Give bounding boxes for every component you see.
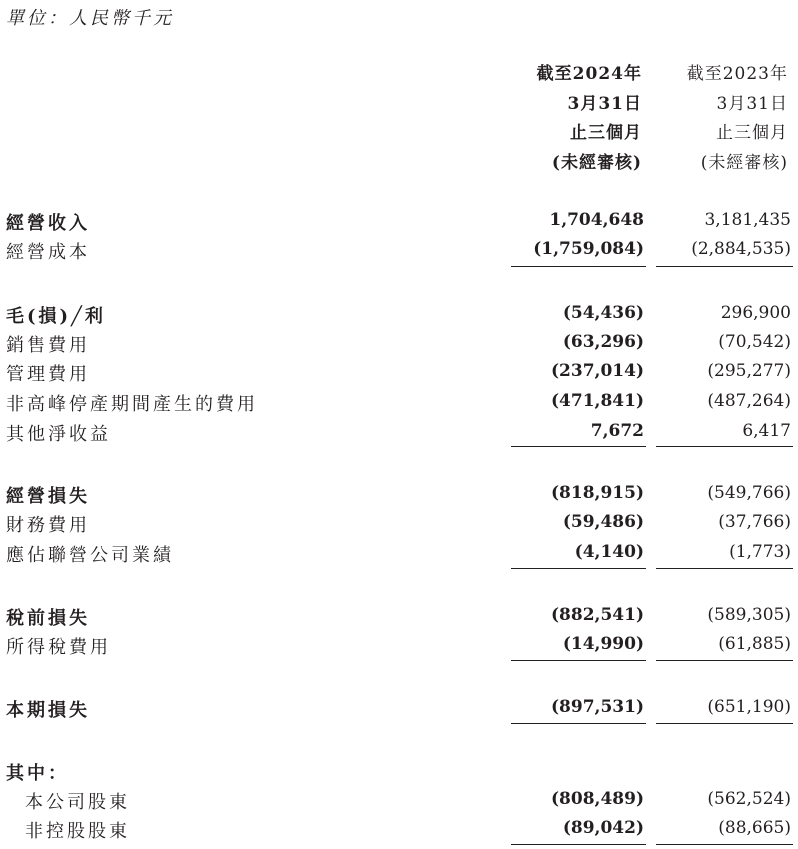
row-label: 毛(損)╱利 <box>6 306 106 327</box>
value-2023: (549,766) <box>707 483 791 503</box>
row-off-peak-expenses <box>0 388 798 417</box>
subtotal-rule <box>511 723 646 724</box>
value-2023: (37,766) <box>718 512 791 532</box>
column-header-line: 3月31日 <box>716 93 788 114</box>
value-2024: (89,042) <box>562 818 644 838</box>
value-2024: (808,489) <box>551 789 644 809</box>
value-2023: (61,885) <box>718 634 791 654</box>
row-label: 經營成本 <box>6 242 90 263</box>
value-2023: (562,524) <box>707 789 791 809</box>
column-header-line: (未經審核) <box>700 152 788 173</box>
subtotal-rule <box>511 660 646 661</box>
row-label: 經營損失 <box>6 486 90 507</box>
value-2024: (63,296) <box>562 332 644 352</box>
value-2024: (897,531) <box>551 697 644 717</box>
column-header-line: 止三個月 <box>716 123 788 143</box>
row-label: 所得稅費用 <box>6 637 111 658</box>
value-2024: (14,990) <box>562 634 644 654</box>
unit-note: 單位：人民幣千元 <box>6 8 174 29</box>
subtotal-rule <box>511 568 646 569</box>
row-finance-costs <box>0 509 798 538</box>
row-label: 經營收入 <box>6 213 90 234</box>
row-operating-cost <box>0 236 798 265</box>
subtotal-rule <box>511 266 646 267</box>
value-2024: (59,486) <box>562 512 644 532</box>
row-operating-loss <box>0 480 798 509</box>
column-header-line: 止三個月 <box>570 123 642 143</box>
row-loss-before-tax <box>0 602 798 631</box>
total-rule <box>656 844 793 845</box>
value-2024: (471,841) <box>551 391 644 411</box>
value-2023: 3,181,435 <box>704 210 791 230</box>
subtotal-rule <box>511 446 646 447</box>
value-2024: (818,915) <box>551 483 644 503</box>
value-2024: (882,541) <box>551 605 644 625</box>
value-2023: (2,884,535) <box>691 239 791 259</box>
value-2024: (4,140) <box>574 542 644 562</box>
value-2023: 6,417 <box>742 421 791 441</box>
row-label: 本公司股東 <box>25 792 130 813</box>
row-non-controlling <box>0 815 798 844</box>
row-loss-for-period <box>0 694 798 723</box>
value-2024: 1,704,648 <box>549 210 644 230</box>
column-header-2024 <box>537 60 642 178</box>
column-header-2023 <box>687 60 788 178</box>
column-header-line: (未經審核) <box>551 152 642 173</box>
row-selling-expenses <box>0 329 798 358</box>
row-label: 非高峰停產期間產生的費用 <box>6 394 258 415</box>
row-label: 應佔聯營公司業績 <box>6 545 174 566</box>
value-2023: (88,665) <box>718 818 791 838</box>
value-2023: 296,900 <box>720 303 791 323</box>
row-income-tax <box>0 631 798 660</box>
value-2023: (1,773) <box>729 542 791 562</box>
row-company-shareholders <box>0 786 798 815</box>
row-gross-profit <box>0 300 798 329</box>
row-label: 銷售費用 <box>6 335 90 356</box>
row-label: 其中： <box>6 763 69 784</box>
value-2024: (1,759,084) <box>533 239 644 259</box>
value-2023: (70,542) <box>718 332 791 352</box>
row-share-of-associates <box>0 539 798 568</box>
row-label: 本期損失 <box>6 700 90 721</box>
value-2023: (487,264) <box>707 391 791 411</box>
row-operating-revenue <box>0 207 798 236</box>
row-label: 財務費用 <box>6 515 90 536</box>
column-header-line: 3月31日 <box>567 93 642 114</box>
value-2023: (589,305) <box>707 605 791 625</box>
row-label: 其他淨收益 <box>6 424 111 445</box>
row-other-net-income <box>0 418 798 447</box>
row-label: 管理費用 <box>6 364 90 385</box>
row-admin-expenses <box>0 358 798 387</box>
subtotal-rule <box>656 568 793 569</box>
subtotal-rule <box>656 446 793 447</box>
value-2024: (54,436) <box>562 303 644 323</box>
subtotal-rule <box>656 660 793 661</box>
subtotal-rule <box>656 723 793 724</box>
row-label: 非控股股東 <box>25 821 130 842</box>
value-2023: (295,277) <box>707 361 791 381</box>
value-2024: (237,014) <box>551 361 644 381</box>
subtotal-rule <box>656 266 793 267</box>
value-2024: 7,672 <box>590 421 644 441</box>
row-of-which <box>0 757 798 786</box>
total-rule <box>511 844 646 845</box>
column-header-line: 截至2023年 <box>686 64 788 84</box>
column-header-line: 截至2024年 <box>536 64 642 84</box>
value-2023: (651,190) <box>707 697 791 717</box>
row-label: 稅前損失 <box>6 608 90 629</box>
